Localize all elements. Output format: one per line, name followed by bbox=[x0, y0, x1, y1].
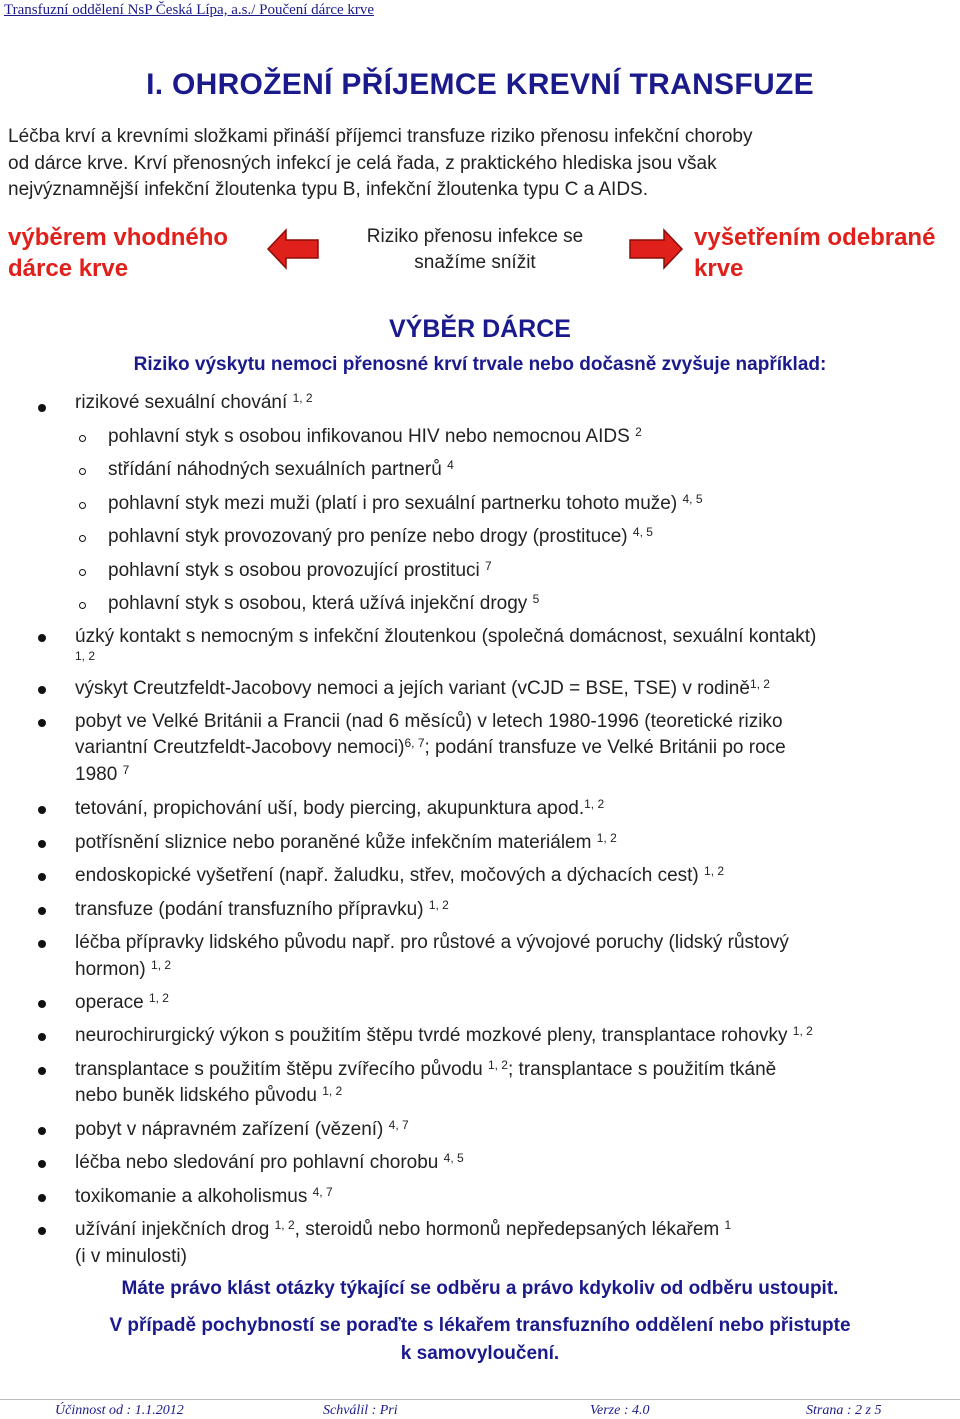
note-rights: Máte právo klást otázky týkající se odběru a právo kdykoliv od odběru ustoupit. bbox=[121, 1278, 839, 1299]
sub-list-item: střídání náhodných sexuálních partnerů $^4$ bbox=[108, 458, 454, 480]
list-item: léčba nebo sledování pro pohlavní chorobu $^{4, 5}$ bbox=[75, 1151, 464, 1173]
bullet-icon bbox=[38, 686, 46, 694]
intro-line: nejvýznamnější infekční žloutenka typu B, infekční žloutenka typu C a AIDS. bbox=[8, 179, 649, 200]
risk-right-text bbox=[694, 222, 935, 284]
bullet-icon bbox=[38, 1160, 46, 1168]
sub-list-item: pohlavní styk s osobou provozující prostituci $^7$ bbox=[108, 559, 492, 581]
list-item: rizikové sexuální chování $^{1, 2}$ bbox=[75, 391, 313, 413]
intro-line: od dárce krve. Krví přenosných infekcí je celá řada, z praktického hlediska jsou však bbox=[8, 152, 717, 174]
sub-list-item: pohlavní styk s osobou infikovanou HIV nebo nemocnou AIDS $^2$ bbox=[108, 425, 642, 447]
circle-bullet-icon bbox=[79, 502, 86, 509]
footer-effective: Účinnost od : 1.1.2012 bbox=[55, 1403, 184, 1418]
note-doubts-line2: k samovyloučení. bbox=[400, 1343, 560, 1364]
bullet-icon bbox=[38, 907, 46, 915]
circle-bullet-icon bbox=[79, 535, 86, 542]
section-subtitle: Riziko výskytu nemoci přenosné krví trvale nebo dočasně zvyšuje například: bbox=[133, 354, 827, 375]
bullet-icon bbox=[38, 404, 46, 412]
section-title: VÝBĚR DÁRCE bbox=[389, 315, 571, 343]
circle-bullet-icon bbox=[79, 435, 86, 442]
circle-bullet-icon bbox=[79, 602, 86, 609]
footer-version: Verze : 4.0 bbox=[590, 1403, 650, 1418]
list-item: transplantace s použitím štěpu zvířecího původu $^{1, 2}$; transplantace s použitím tkáně bbox=[75, 1058, 777, 1080]
list-item: 1980 $^7$ bbox=[75, 763, 130, 785]
bullet-icon bbox=[38, 1033, 46, 1041]
page-header: Transfuzní oddělení NsP Česká Lípa, a.s./ Poučení dárce krve bbox=[4, 2, 375, 18]
list-item: potřísnění sliznice nebo poraněné kůže infekčním materiálem $^{1, 2}$ bbox=[75, 831, 617, 853]
footer-divider bbox=[0, 1399, 960, 1400]
note-doubts: V případě pochybností se poraďte s lékařem transfuzního oddělení nebo přistupte bbox=[109, 1315, 851, 1336]
sub-list-item: pohlavní styk s osobou, která užívá injekční drogy $^5$ bbox=[108, 592, 540, 614]
bullet-icon bbox=[38, 1127, 46, 1135]
bullet-icon bbox=[38, 1194, 46, 1202]
list-item: pobyt ve Velké Británii a Francii (nad 6 měsíců) v letech 1980-1996 (teoretické riziko bbox=[75, 711, 783, 732]
list-item: hormon) $^{1, 2}$ bbox=[75, 958, 172, 980]
list-item: nebo buněk lidského původu $^{1, 2}$ bbox=[75, 1084, 343, 1106]
bullet-icon bbox=[38, 1067, 46, 1075]
circle-bullet-icon bbox=[79, 468, 86, 475]
circle-bullet-icon bbox=[79, 569, 86, 576]
list-item: toxikomanie a alkoholismus $^{4, 7}$ bbox=[75, 1185, 333, 1207]
risk-left-line: výběrem vhodného bbox=[8, 224, 229, 251]
page-title: I. OHROŽENÍ PŘÍJEMCE KREVNÍ TRANSFUZE bbox=[146, 68, 814, 101]
bullet-icon bbox=[38, 873, 46, 881]
list-item: výskyt Creutzfeldt-Jacobovy nemoci a jejích variant (vCJD = BSE, TSE) v rodině$^{1, 2}$ bbox=[75, 677, 770, 699]
list-item: (i v minulosti) bbox=[75, 1246, 187, 1267]
risk-middle-text bbox=[330, 224, 620, 276]
sub-list-item: pohlavní styk mezi muži (platí i pro sexuální partnerku tohoto muže) $^{4, 5}$ bbox=[108, 492, 703, 514]
list-item: endoskopické vyšetření (např. žaludku, střev, močových a dýchacích cest) $^{1, 2}$ bbox=[75, 864, 725, 886]
intro-line: Léčba krví a krevními složkami přináší příjemci transfuze riziko přenosu infekční choroby bbox=[8, 126, 753, 147]
bullet-icon bbox=[38, 1000, 46, 1008]
arrow-right-icon bbox=[628, 226, 684, 272]
list-item: neurochirurgický výkon s použitím štěpu tvrdé mozkové pleny, transplantace rohovky $^{1, 2}$ bbox=[75, 1024, 813, 1046]
bullet-icon bbox=[38, 1227, 46, 1235]
bullet-icon bbox=[38, 940, 46, 948]
risk-left-line: dárce krve bbox=[8, 255, 129, 282]
footer-approved: Schválil : Pri bbox=[323, 1403, 398, 1418]
list-item: tetování, propichování uší, body piercing, akupunktura apod.$^{1, 2}$ bbox=[75, 797, 605, 819]
risk-right-line: vyšetřením odebrané bbox=[694, 224, 936, 251]
bullet-icon bbox=[38, 719, 46, 727]
list-item: úzký kontakt s nemocným s infekční žloutenkou (společná domácnost, sexuální kontakt) bbox=[75, 626, 817, 647]
risk-middle-line: Riziko přenosu infekce se bbox=[366, 226, 584, 247]
risk-middle-line: snažíme snížit bbox=[414, 252, 536, 273]
list-item: léčba přípravky lidského původu např. pro růstové a vývojové poruchy (lidský růstový bbox=[75, 932, 789, 953]
risk-left-text bbox=[8, 222, 228, 284]
list-item: transfuze (podání transfuzního přípravku) $^{1, 2}$ bbox=[75, 898, 449, 920]
list-item: variantní Creutzfeldt-Jacobovy nemoci)$^{6, 7}$; podání transfuze ve Velké Británii po roce bbox=[75, 736, 786, 758]
footer-page-number: Strana : 2 z 5 bbox=[806, 1403, 882, 1418]
risk-right-line: krve bbox=[694, 255, 744, 282]
intro-paragraph bbox=[8, 124, 958, 204]
arrow-left-icon bbox=[266, 226, 320, 272]
bullet-icon bbox=[38, 634, 46, 642]
list-item-refs: 1, 2 bbox=[75, 649, 96, 663]
list-item: pobyt v nápravném zařízení (vězení) $^{4, 7}$ bbox=[75, 1118, 409, 1140]
bullet-icon bbox=[38, 806, 46, 814]
bullet-icon bbox=[38, 840, 46, 848]
sub-list-item: pohlavní styk provozovaný pro peníze nebo drogy (prostituce) $^{4, 5}$ bbox=[108, 525, 653, 547]
list-item: užívání injekčních drog $^{1, 2}$, steroidů nebo hormonů nepředepsaných lékařem $^1$ bbox=[75, 1218, 732, 1240]
list-item: operace $^{1, 2}$ bbox=[75, 991, 169, 1013]
